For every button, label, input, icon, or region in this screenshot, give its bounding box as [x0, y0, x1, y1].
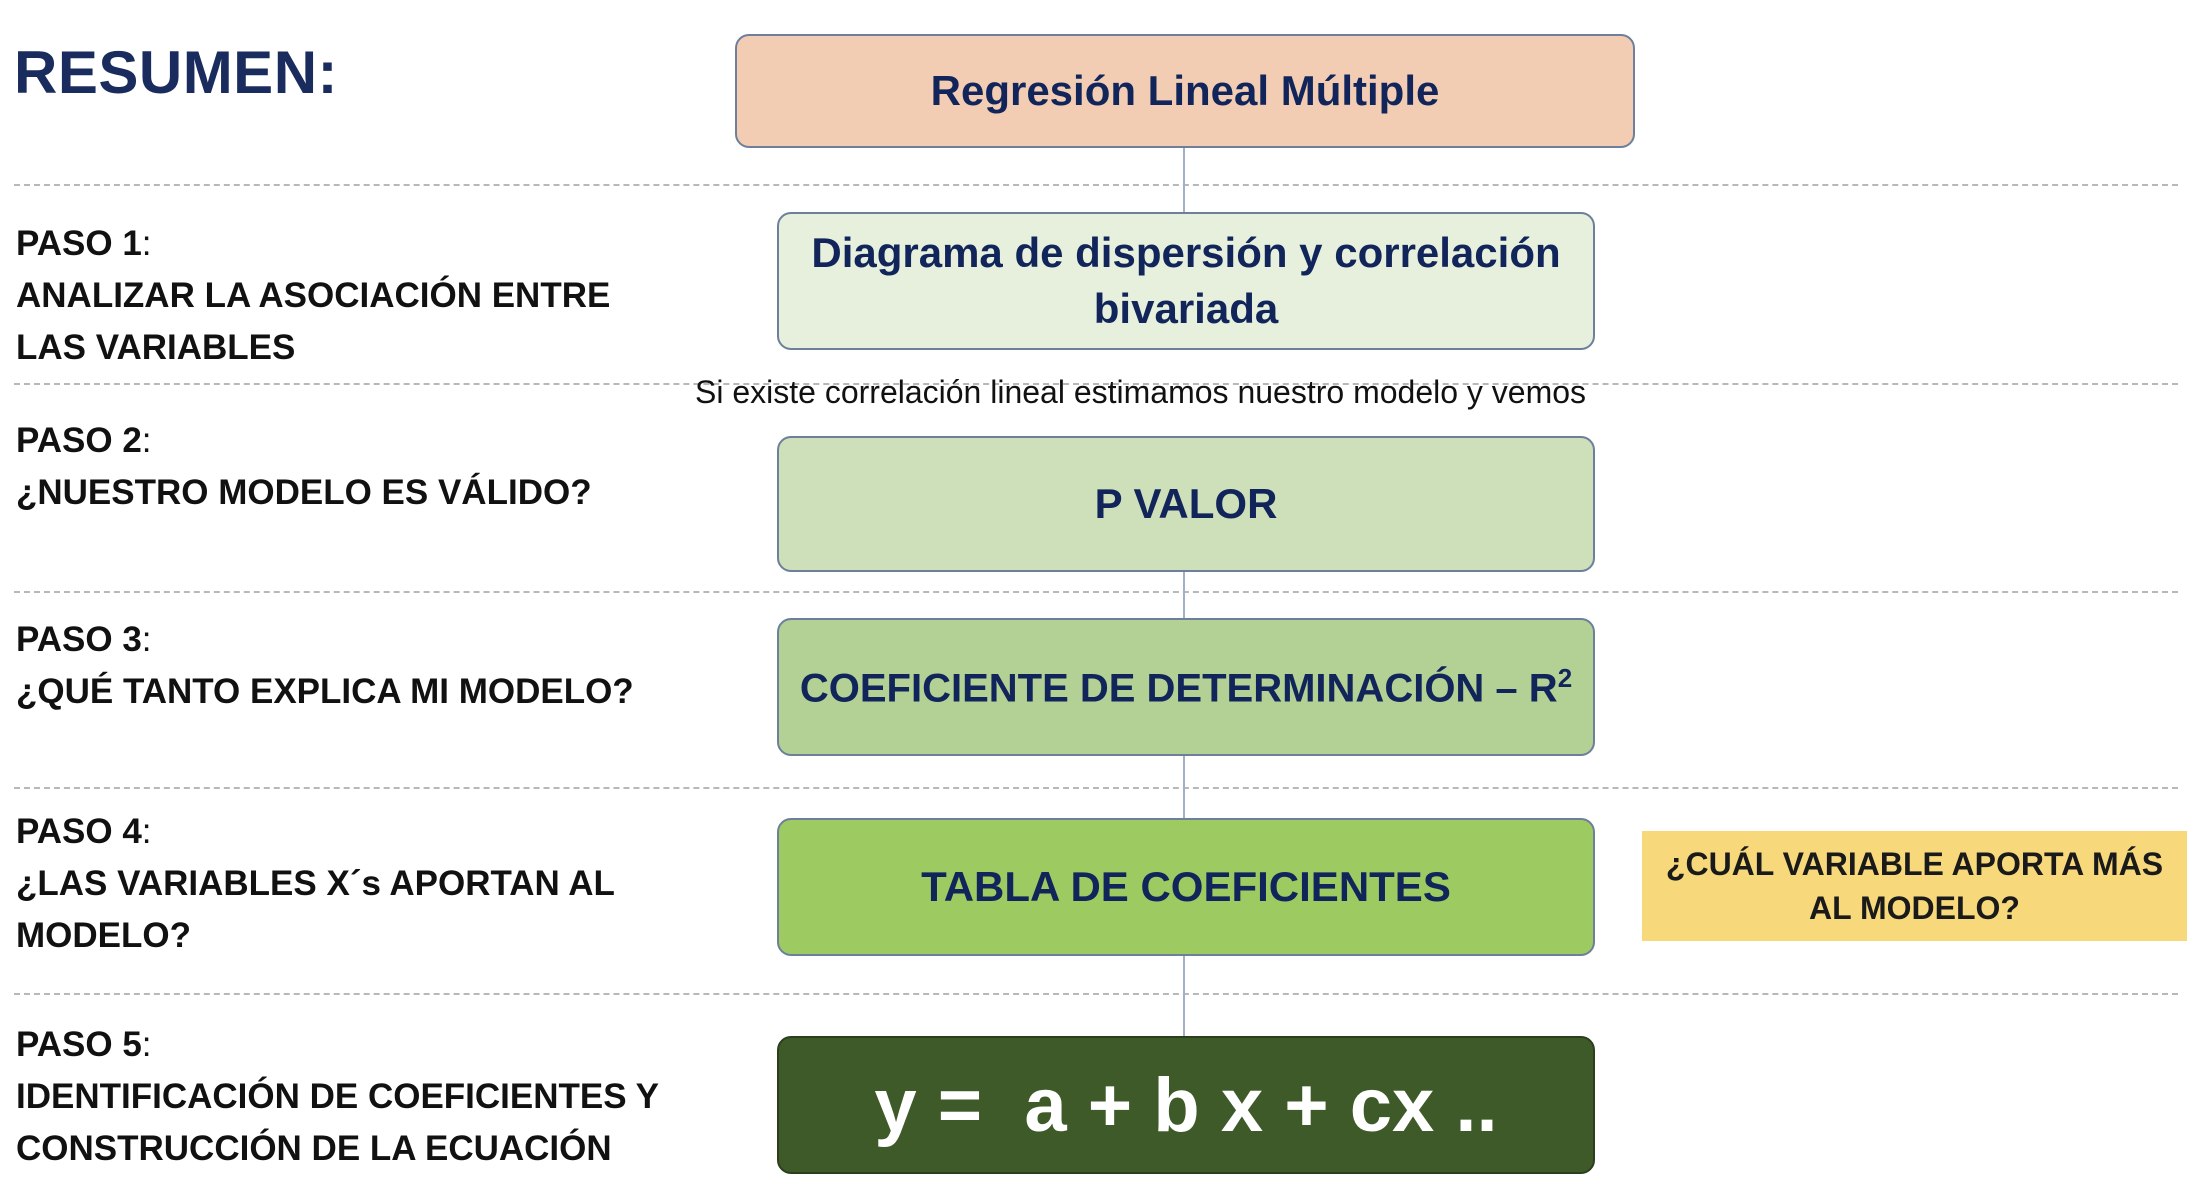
connector-1: [1183, 148, 1185, 212]
callout-box: [1642, 831, 2187, 941]
correlation-note: Si existe correlación lineal estimamos nuestro modelo y vemos: [695, 374, 1587, 410]
step-5-label: [16, 1019, 659, 1175]
step-1-box: [777, 212, 1595, 350]
step-5-title: PASO 5: [16, 1025, 142, 1064]
callout-line1: ¿CUÁL VARIABLE APORTA MÁS: [1665, 846, 2164, 882]
step-2-colon: :: [141, 421, 152, 460]
top-box: [735, 34, 1635, 148]
connector-3: [1183, 756, 1185, 818]
step-4-title: PASO 4: [16, 812, 142, 851]
step-5-colon: :: [141, 1025, 152, 1064]
connector-4: [1183, 956, 1185, 1036]
step-3-desc-line1: ¿QUÉ TANTO EXPLICA MI MODELO?: [16, 672, 634, 711]
step-4-colon: :: [141, 812, 152, 851]
separator-1: [14, 184, 2178, 186]
top-box-label: Regresión Lineal Múltiple: [930, 67, 1440, 114]
step-5-desc-line2: CONSTRUCCIÓN DE LA ECUACIÓN: [16, 1129, 612, 1168]
step-1-colon: :: [141, 224, 152, 263]
step-2-title: PASO 2: [16, 421, 142, 460]
step-2-box-label: P VALOR: [1094, 480, 1278, 527]
step-1-box-line2: bivariada: [1093, 285, 1279, 332]
step-1-title: PASO 1: [16, 224, 142, 263]
step-3-title: PASO 3: [16, 620, 142, 659]
step-1-box-line1: Diagrama de dispersión y correlación: [811, 229, 1561, 276]
step-3-box-label: COEFICIENTE DE DETERMINACIÓN – R: [799, 666, 1558, 711]
step-1-desc-line2: LAS VARIABLES: [16, 328, 296, 367]
separator-4: [14, 787, 2178, 789]
step-3-colon: :: [141, 620, 152, 659]
step-2-desc-line1: ¿NUESTRO MODELO ES VÁLIDO?: [16, 473, 592, 512]
separator-5: [14, 993, 2178, 995]
callout-line2: AL MODELO?: [1809, 890, 2020, 926]
step-4-label: [16, 806, 615, 962]
step-5-desc-line1: IDENTIFICACIÓN DE COEFICIENTES Y: [16, 1077, 660, 1116]
step-4-box-label: TABLA DE COEFICIENTES: [921, 863, 1451, 910]
step-1-desc-line1: ANALIZAR LA ASOCIACIÓN ENTRE: [16, 276, 611, 315]
page-title: RESUMEN:: [14, 39, 339, 106]
step-4-desc-line1: ¿LAS VARIABLES X´s APORTAN AL: [16, 864, 615, 903]
step-2-label: [16, 415, 592, 519]
step-5-box: [777, 1036, 1595, 1174]
step-4-box: [777, 818, 1595, 956]
step-3-box: [777, 618, 1595, 756]
step-2-box: [777, 436, 1595, 572]
step-4-desc-line2: MODELO?: [16, 916, 191, 955]
separator-3: [14, 591, 2178, 593]
step-3-label: [16, 614, 634, 718]
equation-label: y = a + b x + cx ..: [874, 1062, 1498, 1148]
connector-2: [1183, 572, 1185, 618]
step-3-box-superscript: 2: [1557, 662, 1573, 693]
step-1-label: [16, 218, 610, 374]
